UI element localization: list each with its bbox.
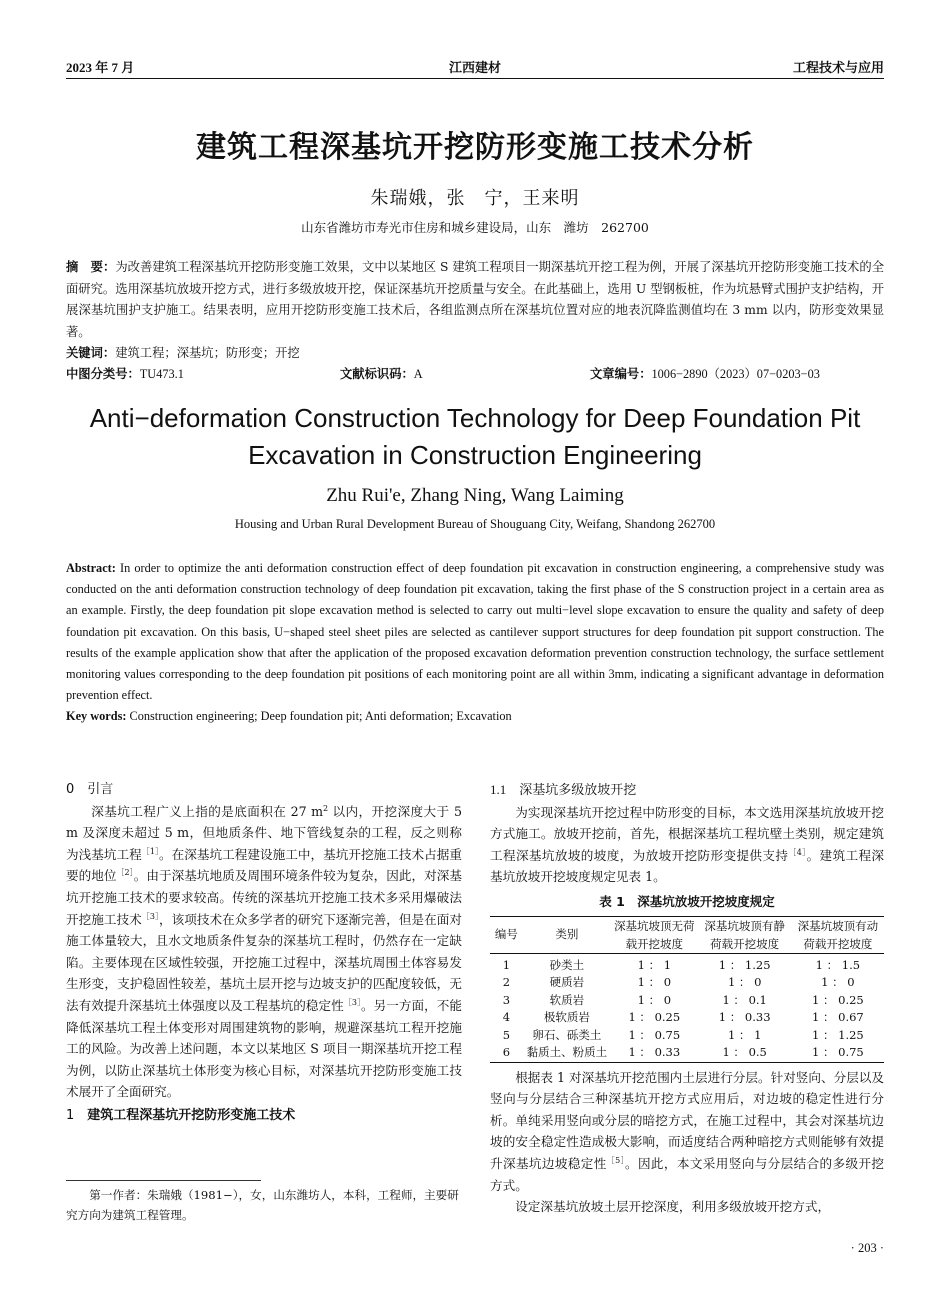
table-cell: 1 ： 0.33 — [628, 1045, 681, 1060]
keywords-cn-text: 建筑工程；深基坑；防形变；开挖 — [115, 346, 300, 360]
right-column — [490, 779, 884, 1218]
header-section: 工程技术与应用 — [792, 61, 884, 76]
table-header-cell: 深基坑坡顶有动荷载开挖坡度 — [797, 918, 879, 951]
slope-text-b: 。建筑工程深基坑放坡开挖坡度规定见表 1。 — [490, 847, 885, 885]
abstract-cn-label: 摘 要： — [66, 260, 116, 274]
intro-paragraph — [66, 801, 462, 1103]
table-row — [490, 992, 884, 1010]
section-1-title: 建筑工程深基坑开挖防形变施工技术 — [87, 1107, 296, 1123]
table-cell: 4 — [502, 1010, 511, 1025]
table-cell: 1 ： 0 — [637, 975, 672, 990]
intro-text-e: ，该项技术在众多学者的研究下逐渐完善，但是在面对施工体量较大，且水文地质条件复杂的深基坑工程时，仍然存在一定缺陷。主要体现在区域性较强，开挖施工过程中，深基坑周围土体容易发生形变，支护稳固性较差，基坑土层开挖与边坡支护的匹配度较低，无法有效提升深基坑土体强度以及工程基坑的稳定性 — [66, 911, 463, 1013]
abstract-en — [66, 558, 884, 728]
table-cell: 1 ： 1 — [727, 1027, 762, 1042]
doc-code-value: A — [413, 367, 423, 381]
table-row — [490, 1009, 884, 1027]
table-cell: 1 ： 0 — [637, 992, 672, 1007]
table-cell: 6 — [502, 1045, 511, 1060]
slope-text-a: 为实现深基坑开挖过程中防形变的目标，本文选用深基坑放坡开挖方式施工。放坡开挖前，首先，根据深基坑工程坑壁土类别，规定建筑工程深基坑放坡的坡度，为放坡开挖防形变提供支持 — [490, 804, 884, 863]
abstract-cn-body — [66, 257, 884, 343]
table-cell: 1 ： 0 — [727, 975, 762, 990]
table-cell: 硬质岩 — [549, 975, 585, 990]
table-cell: 3 — [502, 992, 511, 1007]
table-cell: 1 ： 0.75 — [812, 1045, 864, 1060]
table-cell: 1 ： 0.75 — [628, 1027, 681, 1042]
table-row — [490, 974, 884, 992]
keywords-en — [66, 706, 884, 727]
abstract-en-body — [66, 558, 884, 706]
citation-3b: ［3］ — [343, 997, 362, 1007]
table-cell: 软质岩 — [549, 992, 585, 1007]
citation-3a: ［3］ — [141, 911, 159, 921]
table-1-caption: 表 1 深基坑放坡开挖坡度规定 — [599, 893, 775, 909]
table-cell: 卵石、砾类土 — [532, 1027, 602, 1042]
citation-4: ［4］ — [788, 847, 807, 857]
keywords-en-label: Key words: — [66, 709, 127, 724]
layering-paragraph — [490, 1067, 884, 1197]
section-1-1-number: 1.1 — [490, 782, 507, 797]
table-cell: 1 ： 0 — [821, 975, 855, 990]
intro-text-c: 。在深基坑工程建设施工中，基坑开挖施工技术占据重要的地位 — [66, 846, 463, 884]
table-cell: 5 — [502, 1027, 511, 1042]
footnote-text: 第一作者：朱瑞娥（1981−），女，山东潍坊人，本科，工程师，主要研究方向为建筑工程管理。 — [66, 1188, 459, 1222]
table-row — [490, 1044, 884, 1062]
table-1-header-row — [490, 916, 884, 953]
table-cell: 1 ： 1.5 — [815, 957, 861, 972]
doc-code-label: 文献标识码： — [340, 367, 414, 381]
section-1-heading — [66, 1105, 462, 1127]
clc-value: TU473.1 — [139, 367, 184, 381]
abstract-cn — [66, 257, 884, 365]
table-header-cell: 深基坑坡顶无荷载开挖坡度 — [614, 918, 695, 951]
section-0-heading — [66, 779, 462, 801]
paper-title-en-line1: Anti−deformation Construction Technology for Deep Foundation Pit — [89, 403, 861, 433]
doc-code — [340, 364, 423, 382]
keywords-cn — [66, 343, 884, 365]
table-cell: 1 ： 1 — [637, 957, 672, 972]
intro-text-b: 以内，开挖深度大于 5 m 及深度未超过 5 m，但地质条件、地下管线复杂的工程，反之则称为浅基坑工程 — [66, 803, 462, 862]
article-number — [590, 364, 820, 382]
table-cell: 极软质岩 — [543, 1010, 590, 1025]
table-cell: 2 — [502, 975, 511, 990]
table-header-cell: 编号 — [494, 926, 518, 941]
keywords-en-text: Construction engineering; Deep foundation pit; Anti deformation; Excavation — [126, 709, 512, 724]
layering-text-a: 根据表 1 对深基坑开挖范围内土层进行分层。针对竖向、分层以及竖向与分层结合三种深基坑开挖方式应用后，对边坡的稳定性进行分析。单纯采用竖向或分层的暗挖方式，在施工过程中，其会对深基坑边坡的安全稳定性造成极大影响，而适度结合两种暗挖方式则能够有效提升深基坑边坡稳定性 — [490, 1069, 884, 1171]
keywords-cn-label: 关键词： — [66, 346, 116, 360]
intro-text-d: 。由于深基坑地质及周围环境条件较为复杂，因此，对深基坑开挖施工技术的要求较高。传统的深基坑开挖施工技术多采用爆破法开挖施工技术 — [66, 868, 463, 927]
clc-number — [66, 364, 184, 382]
table-cell: 1 ： 0.25 — [812, 992, 864, 1007]
paper-title-en-line2: Excavation in Construction Engineering — [248, 440, 702, 470]
section-1-1-heading — [490, 779, 884, 802]
journal-name: 江西建材 — [448, 61, 501, 76]
affiliation-en: Housing and Urban Rural Development Bureau of Shouguang City, Weifang, Shandong 262700 — [234, 517, 716, 531]
abstract-en-text: In order to optimize the anti deformation construction effect of deep foundation pit excavation in construction engineering, a comprehensive study was conducted on the anti deformation construction technology of deep foundation pit excavation, taking the first phase of the S construction project in a certain area as an example. Firstly, the deep foundation pit slope excavation method is selected to carry out multi−level slope excavation to ensure the quality and safety of deep foundation pit excavation. On this basis, U−shaped steel sheet piles are selected as cantilever support structures for deep foundation pit support construction. The results of the example application show that after the application of the proposed excavation deformation prevention construction technology, the surface settlement monitoring values corresponding to the deep foundation pit positions of each monitoring point are all within 3mm, indicating a significant advantage in deformation prevention effect. — [66, 561, 884, 703]
left-column — [66, 779, 462, 1127]
table-cell: 1 ： 1.25 — [718, 957, 771, 972]
table-cell: 1 ： 0.25 — [628, 1010, 681, 1025]
table-cell: 1 — [502, 957, 511, 972]
abstract-en-label: Abstract: — [66, 561, 116, 575]
table-cell: 砂类土 — [549, 957, 585, 972]
layering-text-b: 。因此，本文采用竖向与分层结合的多级开挖方式。 — [490, 1155, 885, 1193]
article-number-label: 文章编号： — [590, 367, 652, 381]
table-cell: 1 ： 0.1 — [722, 992, 767, 1007]
table-1 — [490, 916, 884, 1063]
depth-paragraph: 设定深基坑放坡土层开挖深度，利用多级放坡开挖方式， — [515, 1199, 831, 1215]
paper-title-en — [0, 400, 950, 474]
authors-en: Zhu Rui'e, Zhang Ning, Wang Laiming — [326, 485, 624, 506]
authors-cn: 朱瑞娥，张 宁，王来明 — [370, 188, 580, 209]
table-cell: 1 ： 0.5 — [722, 1045, 767, 1060]
page-number: · 203 · — [850, 1241, 884, 1255]
table-cell: 1 ： 1.25 — [812, 1027, 864, 1042]
clc-label: 中图分类号： — [66, 367, 140, 381]
superscript-2: 2 — [323, 803, 329, 813]
citation-1: ［1］ — [141, 846, 159, 856]
slope-paragraph — [490, 802, 884, 888]
citation-5: ［5］ — [606, 1155, 625, 1165]
section-0-number: 0 — [66, 782, 75, 797]
table-cell: 黏质土、粉质土 — [526, 1045, 608, 1060]
table-header-cell: 深基坑坡顶有静荷载开挖坡度 — [704, 918, 785, 951]
affiliation-cn: 山东省潍坊市寿光市住房和城乡建设局，山东 潍坊 262700 — [301, 220, 649, 235]
intro-text-f: 。另一方面，不能降低深基坑工程土体变形对周围建筑物的影响，规避深基坑工程开挖施工的风险。为改善上述问题，本文以某地区 S 项目一期深基坑开挖工程为例，以防止深基坑土体形变为核心目标，对深基坑开挖防形变施工技术展开了全面研究。 — [66, 997, 463, 1100]
table-cell: 1 ： 0.67 — [812, 1010, 864, 1025]
paper-title-cn: 建筑工程深基坑开挖防形变施工技术分析 — [196, 130, 754, 165]
citation-2: ［2］ — [116, 868, 134, 878]
table-cell: 1 ： 0.33 — [718, 1010, 771, 1025]
header-date: 2023 年 7 月 — [66, 60, 135, 75]
footnote-rule — [66, 1180, 261, 1181]
table-header-cell: 类别 — [555, 926, 579, 941]
header-rule — [66, 78, 884, 79]
table-row — [490, 1027, 884, 1045]
section-1-number: 1 — [66, 1107, 75, 1123]
section-1-1-title: 深基坑多级放坡开挖 — [519, 783, 637, 798]
abstract-cn-text: 为改善建筑工程深基坑开挖防形变施工效果，文中以某地区 S 建筑工程项目一期深基坑开挖工程为例，开展了深基坑开挖防形变施工技术的全面研究。选用深基坑放坡开挖方式，进行多级放坡开挖，保证深基坑开挖质量与安全。在此基础上，选用 U 型钢板桩，作为坑悬臂式围护支护结构，开展深基坑围护支护施工。结果表明，应用开挖防形变施工技术后，各组监测点所在深基坑位置对应的地表沉降监测值均在 3 mm 以内，防形变效果显著。 — [66, 260, 884, 339]
intro-text-a: 深基坑工程广义上指的是底面积在 27 m — [91, 803, 324, 819]
table-row — [490, 953, 884, 974]
author-footnote — [66, 1186, 462, 1225]
article-number-value: 1006−2890（2023）07−0203−03 — [651, 367, 820, 381]
section-0-title: 引言 — [87, 782, 114, 797]
